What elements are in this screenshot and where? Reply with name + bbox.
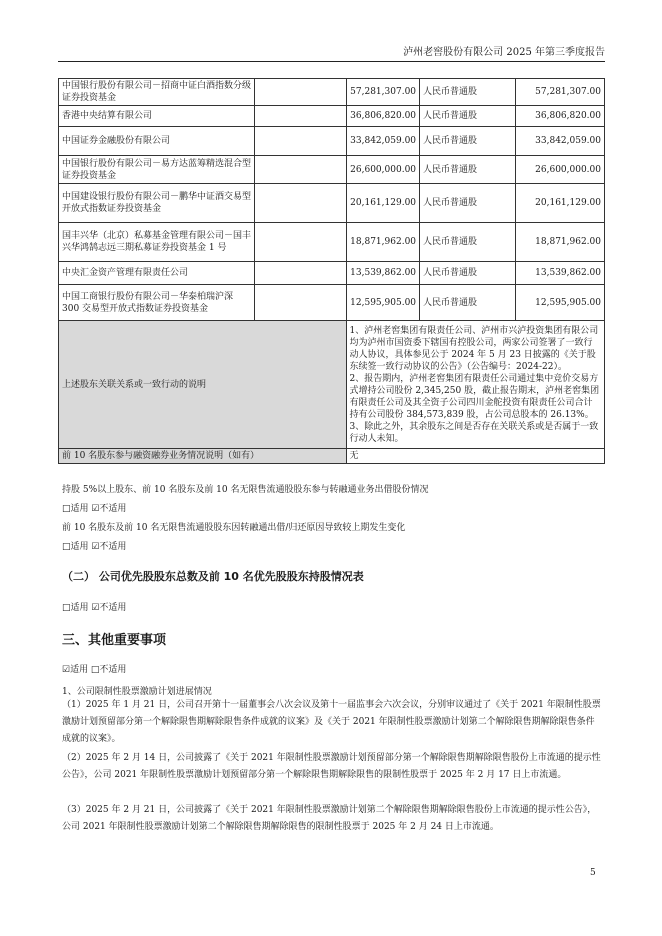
share-quantity: 20,161,129.00 <box>516 184 605 223</box>
empty-cell <box>255 156 346 184</box>
holder-amount: 13,539,862.00 <box>346 262 419 285</box>
table-row <box>59 223 605 262</box>
preferred-shares-heading: （二） 公司优先股股东总数及前 10 名优先股股东持股情况表 <box>62 570 364 583</box>
incentive-paragraph-2: （2）2025 年 2 月 14 日，公司披露了《关于 2021 年限制性股票激励计划预留部分第一个解除限售期解除限售股份上市流通的提示性公告》，公司 2021 年限制性股票激励计划预留部分第一个解除限售期解除限售的限制性股票于 2025 年 2 月 17 日上市流通。 <box>62 753 601 780</box>
page-header: 泸州老窖股份有限公司 2025 年第三季度报告 <box>58 43 605 62</box>
holder-amount: 20,161,129.00 <box>346 184 419 223</box>
relation-p2: 2、报告期内，泸州老窖集团有限责任公司通过集中竞价交易方式增持公司股份 2,345,250 股，截止报告期末，泸州老窖集团有限责任公司及其全资子公司四川金舵投资有限责任公司合计持有公司股份 384,573,839 股，占公司总股本的 26.13%。 <box>349 373 600 420</box>
margin-label: 前 10 名股东参与融资融券业务情况说明（如有） <box>59 449 347 464</box>
margin-row <box>59 449 605 464</box>
share-quantity: 26,600,000.00 <box>516 156 605 184</box>
relation-p3: 3、除此之外，其余股东之间是否存在关联关系或是否属于一致行动人未知。 <box>349 421 599 444</box>
share-quantity: 18,871,962.00 <box>516 223 605 262</box>
holder-name: 中央汇金资产管理有限责任公司 <box>59 262 255 285</box>
holder-amount: 57,281,307.00 <box>346 79 419 106</box>
empty-cell <box>255 184 346 223</box>
table-row <box>59 262 605 285</box>
share-quantity: 33,842,059.00 <box>516 127 605 156</box>
table-row <box>59 106 605 127</box>
top-holders-table <box>58 78 605 464</box>
holder-amount: 36,806,820.00 <box>346 106 419 127</box>
change-statement: 前 10 名股东及前 10 名无限售流通股股东因转融通出借/归还原因导致较上期发生变化 <box>62 523 406 533</box>
table-row <box>59 156 605 184</box>
table-row <box>59 285 605 321</box>
relation-description <box>346 321 604 449</box>
holder-amount: 26,600,000.00 <box>346 156 419 184</box>
holder-name: 香港中央结算有限公司 <box>59 106 255 127</box>
share-quantity: 36,806,820.00 <box>516 106 605 127</box>
incentive-paragraph-3: （3）2025 年 2 月 21 日，公司披露了《关于 2021 年限制性股票激励计划第二个解除限售期解除限售股份上市流通的提示性公告》，公司 2021 年限制性股票激励计划第二个解除限售期解除限售的限制性股票于 2025 年 2 月 24 日上市流通。 <box>62 805 597 832</box>
table-row <box>59 184 605 223</box>
share-type: 人民币普通股 <box>420 223 516 262</box>
empty-cell <box>255 223 346 262</box>
incentive-paragraph-1: （1）2025 年 1 月 21 日，公司召开第十一届董事会八次会议及第十一届监事会六次会议，分别审议通过了《关于 2021 年限制性股票激励计划预留部分第一个解除限售期解除限售条件成就的议案》及《关于 2021 年限制性股票激励计划第二个解除限售期解除限售条件成就的议案》。 <box>62 700 601 744</box>
incentive-subheading: 1、公司限制性股票激励计划进展情况 <box>62 687 212 697</box>
share-type: 人民币普通股 <box>420 127 516 156</box>
lending-checkbox: □适用 ☑不适用 <box>62 504 127 514</box>
holder-amount: 33,842,059.00 <box>346 127 419 156</box>
other-matters-heading: 三、其他重要事项 <box>62 633 167 648</box>
share-type: 人民币普通股 <box>420 285 516 321</box>
share-type: 人民币普通股 <box>420 156 516 184</box>
share-type: 人民币普通股 <box>420 262 516 285</box>
table-row <box>59 127 605 156</box>
empty-cell <box>255 285 346 321</box>
page-number: 5 <box>590 868 596 878</box>
holder-name: 中国建设银行股份有限公司－鹏华中证酒交易型开放式指数证券投资基金 <box>59 184 255 223</box>
preferred-checkbox: □适用 ☑不适用 <box>62 603 127 613</box>
table-row <box>59 79 605 106</box>
share-type: 人民币普通股 <box>420 106 516 127</box>
relation-row <box>59 321 605 449</box>
holder-name: 中国工商银行股份有限公司－华泰柏瑞沪深 300 交易型开放式指数证券投资基金 <box>59 285 255 321</box>
share-type: 人民币普通股 <box>420 79 516 106</box>
share-quantity: 13,539,862.00 <box>516 262 605 285</box>
lending-statement: 持股 5%以上股东、前 10 名股东及前 10 名无限售流通股股东参与转融通业务出借股份情况 <box>62 485 429 495</box>
change-checkbox: □适用 ☑不适用 <box>62 542 127 552</box>
empty-cell <box>255 262 346 285</box>
other-matters-checkbox: ☑适用 □不适用 <box>62 665 127 675</box>
holder-name: 中国银行股份有限公司－易方达蓝筹精选混合型证券投资基金 <box>59 156 255 184</box>
relation-label: 上述股东关联关系或一致行动的说明 <box>59 321 347 449</box>
holder-name: 中国银行股份有限公司－招商中证白酒指数分级证券投资基金 <box>59 79 255 106</box>
holder-name: 国丰兴华（北京）私募基金管理有限公司－国丰兴华鸿鹄志远三期私募证券投资基金 1 号 <box>59 223 255 262</box>
empty-cell <box>255 127 346 156</box>
share-quantity: 57,281,307.00 <box>516 79 605 106</box>
empty-cell <box>255 106 346 127</box>
margin-value: 无 <box>346 449 604 464</box>
holder-amount: 18,871,962.00 <box>346 223 419 262</box>
empty-cell <box>255 79 346 106</box>
share-quantity: 12,595,905.00 <box>516 285 605 321</box>
relation-p1: 1、泸州老窖集团有限责任公司、泸州市兴泸投资集团有限公司均为泸州市国资委下辖国有控股公司，两家公司签署了一致行动人协议，具体参见公于 2024 年 5 月 23 日披露的《关于股东续签一致行动协议的公告》（公告编号：2024-22）。 <box>349 325 599 372</box>
holder-amount: 12,595,905.00 <box>346 285 419 321</box>
share-type: 人民币普通股 <box>420 184 516 223</box>
holder-name: 中国证券金融股份有限公司 <box>59 127 255 156</box>
